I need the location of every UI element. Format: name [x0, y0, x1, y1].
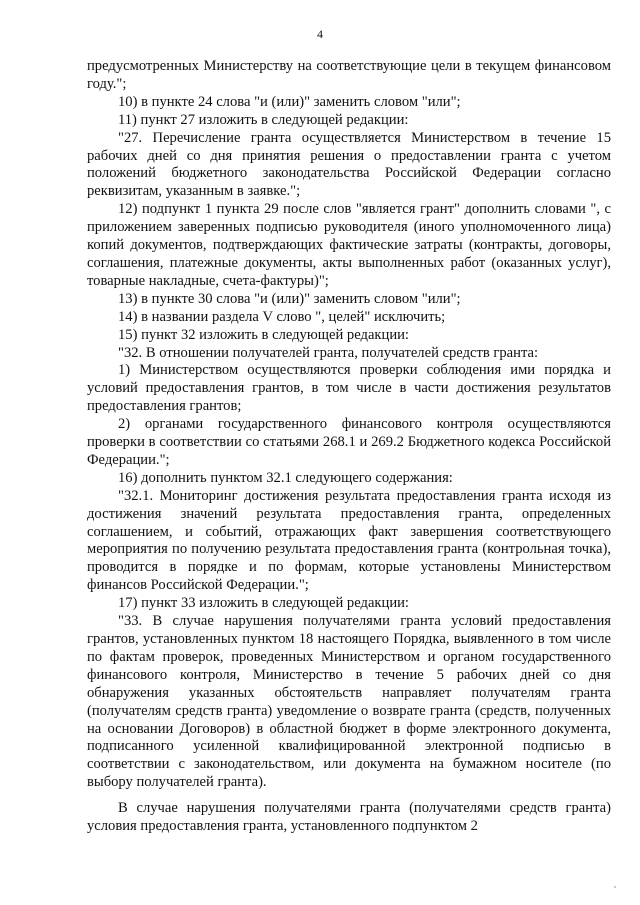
paragraph-clause-32-sub-2: 2) органами государственного финансового контроля осуществляются проверки в соответствии со статьями 268.1 и 269.2 Бюджетного кодекса Российской Федерации."; — [87, 416, 611, 468]
paragraph-clause-32: "32. В отношении получателей гранта, получателей средств гранта: — [118, 344, 539, 361]
paragraph-clause-33: "33. В случае нарушения получателями гранта условий предоставления грантов, установленных пунктом 18 настоящего Порядка, выявленного в том числе по фактам проверок, проведенных Министерством и органом государственного финансового контроля, Министерство в течение 5 рабочих дней со дня обнаружения указанных обстоятельств направляет получателям гранта (получателям средств гранта) уведомление о возврате гранта (средств, полученных на основании Договоров) в областной бюджет в форме электронного документа, подписанного усиленной квалифицированной электронной подписью в соответствии с законодательством, или документа на бумажном носителе (по выбору получателей гранта). — [87, 613, 611, 791]
paragraph-continuation: предусмотренных Министерству на соответствующие цели в текущем финансовом году."; — [87, 58, 611, 92]
paragraph-clause-33-continued: В случае нарушения получателями гранта (получателями средств гранта) условия предоставления гранта, установленного подпунктом 2 — [87, 800, 611, 835]
paragraph-item-11: 11) пункт 27 изложить в следующей редакции: — [118, 111, 409, 128]
paragraph-item-13: 13) в пункте 30 слова "и (или)" заменить словом "или"; — [118, 290, 461, 307]
scan-speck — [614, 886, 616, 888]
paragraph-item-16: 16) дополнить пунктом 32.1 следующего содержания: — [118, 469, 453, 486]
paragraph-clause-27: "27. Перечисление гранта осуществляется Министерством в течение 15 рабочих дней со дня принятия решения о предоставлении гранта с учетом положений бюджетного законодательства Российской Федерации согласно реквизитам, указанным в заявке."; — [87, 129, 611, 200]
paragraph-item-14: 14) в названии раздела V слово ", целей" исключить; — [118, 308, 446, 325]
paragraph-item-17: 17) пункт 33 изложить в следующей редакции: — [118, 595, 409, 612]
document-body — [87, 58, 611, 836]
page-number: 4 — [317, 27, 323, 41]
paragraph-item-15: 15) пункт 32 изложить в следующей редакции: — [118, 326, 409, 343]
paragraph-item-12: 12) подпункт 1 пункта 29 после слов "является грант" дополнить словами ", с приложением заверенных подписью руководителя (иного уполномоченного лица) копий документов, подтверждающих фактические затраты (контракты, договоры, соглашения, платежные документы, акты выполненных работ (оказанных услуг), товарные накладные, счета-фактуры)"; — [87, 201, 611, 289]
paragraph-clause-32-1: "32.1. Мониторинг достижения результата предоставления гранта исходя из достижения значений результата предоставления гранта, определенных соглашением, и событий, отражающих факт завершения соответствующего мероприятия по получению результата предоставления гранта (контрольная точка), проводится в порядке и по формам, которые установлены Министерством финансов Российской Федерации."; — [87, 487, 611, 594]
paragraph-item-10: 10) в пункте 24 слова "и (или)" заменить словом "или"; — [118, 93, 461, 110]
paragraph-clause-32-sub-1: 1) Министерством осуществляются проверки соблюдения ими порядка и условий предоставления грантов, в том числе в части достижения результатов предоставления грантов; — [87, 362, 611, 415]
